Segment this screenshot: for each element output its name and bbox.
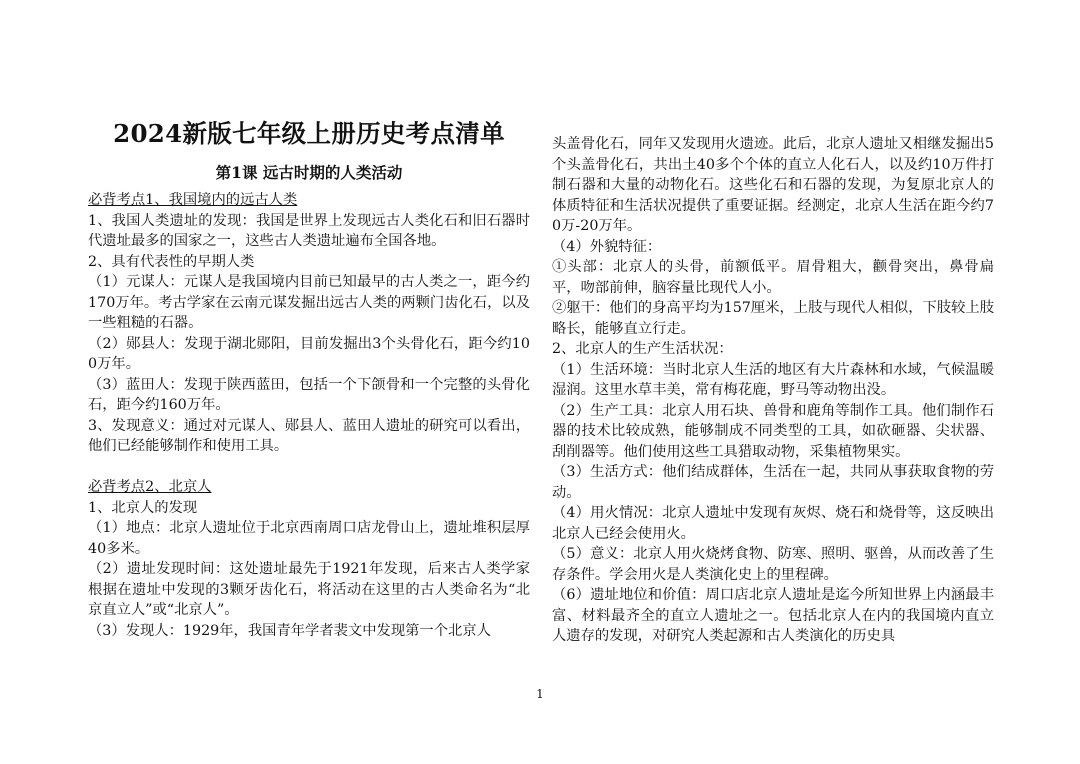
paragraph: 头盖骨化石，同年又发现用火遗迹。此后，北京人遗址又相继发掘出5个头盖骨化石，共出土40多个个体的直立人化石人，以及约10万件打制石器和大量的动物化石。这些化石和石器的发现，为复原北京人的体质特征和生活状况提供了重要证据。经测定，北京人生活在距今约70万-20万年。 <box>552 136 994 234</box>
paragraph: ②躯干：他们的身高平均为157厘米，上肢与现代人相似，下肢较上肢略长，能够直立行走。 <box>552 300 994 337</box>
paragraph: （6）遗址地位和价值：周口店北京人遗址是迄今所知世界上内涵最丰富、材料最齐全的直立人遗址之一。包括北京人在内的我国境内直立人遗存的发现，对研究人类起源和古人类演化的历史具 <box>552 587 994 644</box>
page-number: 1 <box>536 687 544 701</box>
paragraph: ①头部：北京人的头骨，前额低平。眉骨粗大，颧骨突出，鼻骨扁平，吻部前伸，脑容量比现代人小。 <box>552 259 994 296</box>
paragraph: （3）发现人：1929年，我国青年学者裴文中发现第一个北京人 <box>88 622 491 639</box>
document-title: 2024新版七年级上册历史考点清单 <box>113 119 505 148</box>
paragraph: （4）外貌特征： <box>552 238 662 255</box>
blank-line <box>88 457 530 478</box>
paragraph: 3、发现意义：通过对元谋人、郧县人、蓝田人遗址的研究可以看出，他们已经能够制作和使用工具。 <box>88 417 530 454</box>
paragraph: 1、北京人的发现 <box>88 499 198 516</box>
right-column-body <box>552 134 994 647</box>
paragraph: （4）用火情况：北京人遗址中发现有灰烬、烧石和烧骨等，这反映出北京人已经会使用火。 <box>552 505 994 542</box>
left-column <box>88 118 530 641</box>
paragraph: （1）元谋人：元谋人是我国境内目前已知最早的古人类之一，距今约170万年。考古学家在云南元谋发掘出远古人类的两颗门齿化石，以及一些粗糙的石器。 <box>88 274 530 331</box>
left-column-body <box>88 190 530 641</box>
paragraph: （5）意义：北京人用火烧烤食物、防寒、照明、驱兽，从而改善了生存条件。学会用火是人类演化史上的里程碑。 <box>552 546 994 583</box>
section-heading: 必背考点2、北京人 <box>88 479 212 495</box>
paragraph: （2）遗址发现时间：这处遗址最先于1921年发现，后来古人类学家根据在遗址中发现的3颗牙齿化石，将活动在这里的古人类命名为“北京直立人”或“北京人”。 <box>88 561 530 618</box>
paragraph: 2、具有代表性的早期人类 <box>88 253 255 270</box>
section-heading: 必背考点1、我国境内的远古人类 <box>88 192 298 208</box>
paragraph: （1）地点：北京人遗址位于北京西南周口店龙骨山上，遗址堆积层厚40多米。 <box>88 520 530 557</box>
lesson-title: 第1课 远古时期的人类活动 <box>215 163 403 182</box>
paragraph: （3）生活方式：他们结成群体，生活在一起，共同从事获取食物的劳动。 <box>552 464 994 501</box>
paragraph: （3）蓝田人：发现于陕西蓝田，包括一个下颌骨和一个完整的头骨化石，距今约160万年。 <box>88 376 530 413</box>
paragraph: （1）生活环境：当时北京人生活的地区有大片森林和水域，气候温暖湿润。这里水草丰美，常有梅花鹿，野马等动物出没。 <box>552 361 994 398</box>
paragraph: 2、北京人的生产生活状况： <box>552 341 733 357</box>
paragraph: （2）郧县人：发现于湖北郧阳，目前发掘出3个头骨化石，距今约100万年。 <box>88 335 530 372</box>
paragraph: 1、我国人类遗址的发现：我国是世界上发现远古人类化石和旧石器时代遗址最多的国家之一，这些古人类遗址遍布全国各地。 <box>88 212 530 249</box>
paragraph: （2）生产工具：北京人用石块、兽骨和鹿角等制作工具。他们制作石器的技术比较成熟，能够制成不同类型的工具，如砍砸器、尖状器、刮削器等。他们使用这些工具猎取动物，采集植物果实。 <box>552 402 994 460</box>
right-column <box>552 134 994 647</box>
